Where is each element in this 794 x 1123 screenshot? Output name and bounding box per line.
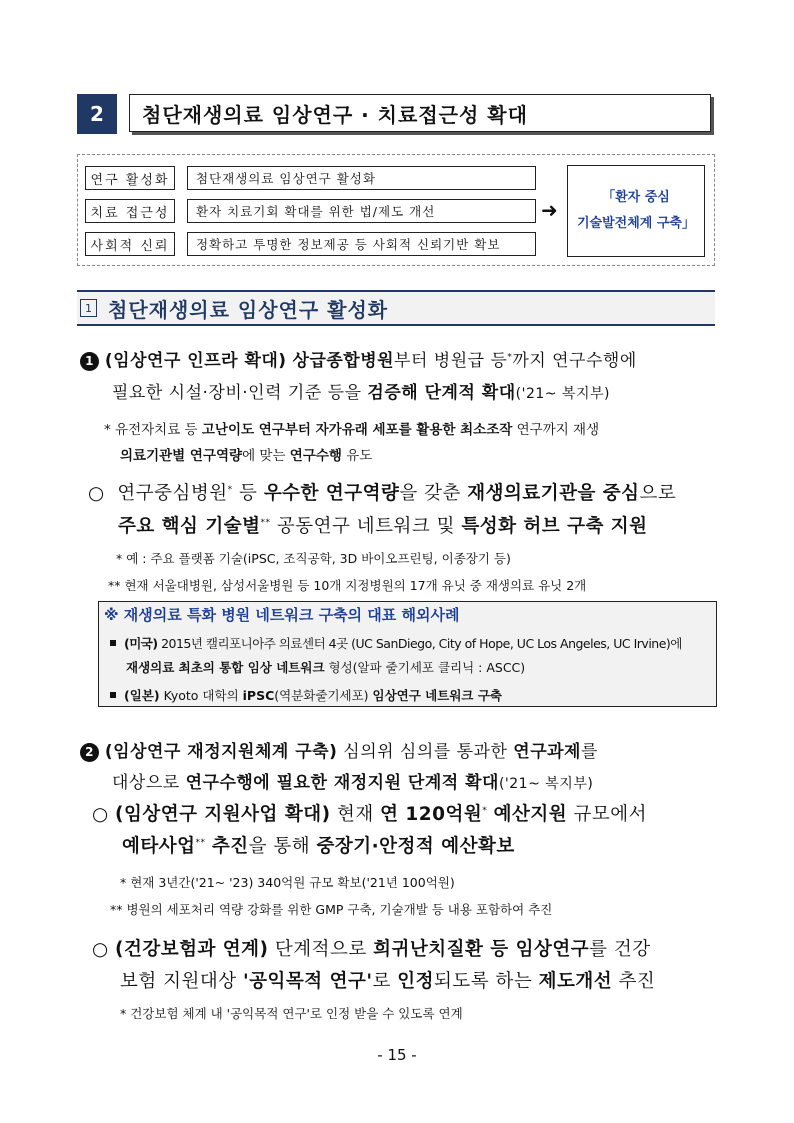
item2-sub2-line2 — [120, 967, 655, 993]
item2-l2a: 대상으로 — [112, 773, 180, 793]
item1-sub-line1 — [88, 479, 676, 505]
item2-sub1-l2c: 을 통해 — [248, 836, 311, 857]
item1-number-icon: 1 — [80, 352, 99, 371]
item2-sub2-l2a: 보험 지원대상 — [120, 971, 237, 992]
item2-l2b: 연구수행에 필요한 재정지원 단계적 확대 — [185, 773, 499, 793]
item1-sub-l1f: 으로 — [639, 483, 677, 504]
item2-sub1-l1e: 규모에서 — [573, 804, 648, 825]
bullet-circle: ○ — [92, 939, 109, 960]
item1-l1c: 까지 연구수행에 — [512, 351, 637, 371]
item1-sub-line2 — [118, 512, 648, 538]
item2-sub1-l1d: 예산지원 — [493, 804, 568, 825]
item2-sub1-l2a: 예타사업 — [122, 836, 196, 857]
item2-sub2-l1c: 희귀난치질환 등 임상연구 — [373, 939, 590, 960]
item2-sub1-tag: (임상연구 지원사업 확대) — [115, 804, 331, 825]
item1-tag: (임상연구 인프라 확대) — [104, 351, 287, 371]
item2-sub2-l2d: 인정 — [397, 971, 435, 992]
item2-sub1-l2sup: ** — [195, 837, 206, 848]
item2-sub2-l2b: '공익목적 연구' — [243, 971, 373, 992]
item2-l1c: 연구과제 — [513, 742, 581, 762]
item1-sub-l1d: 을 갖춘 — [399, 483, 461, 504]
square-bullet-icon — [110, 640, 116, 646]
item1-note-c: 연구까지 재생 — [516, 422, 600, 438]
summary-label-access: 치료 접근성 — [85, 199, 175, 223]
summary-desc-research: 첨단재생의료 임상연구 활성화 — [187, 166, 536, 190]
item1-sub-l1b: 등 — [239, 483, 258, 504]
item2-l2c: ('21~ 복지부) — [498, 776, 594, 792]
item1-sub-l2sup: ** — [260, 517, 271, 528]
item1-sub-l1sup: * — [227, 484, 233, 495]
item1-note2-b: 에 맞는 — [242, 448, 286, 464]
item2-sub1-l2d: 중장기·안정적 예산확보 — [316, 836, 515, 857]
item1-note-b: 고난이도 연구부터 자가유래 세포를 활용한 최소조작 — [201, 422, 513, 438]
item2-l1b: 심의위 심의를 통과한 — [343, 742, 508, 762]
case-bullet2 — [110, 686, 502, 704]
item2-tag: (임상연구 재정지원체계 구축) — [104, 742, 338, 762]
item2-sub1-line2 — [122, 832, 515, 858]
item1-sub-l2b: 공동연구 네트워크 및 — [276, 516, 455, 537]
arrow-right-icon: ➜ — [541, 198, 558, 222]
case-b2-b: iPSC — [242, 688, 275, 703]
page-number: - 15 - — [377, 1046, 417, 1064]
item1-sub-l1a: 연구중심병원 — [117, 483, 228, 504]
item1-sub-l2c: 특성화 허브 구축 지원 — [461, 516, 648, 537]
subsection-title: 첨단재생의료 임상연구 활성화 — [108, 298, 389, 322]
item2-sub1-note1: * 현재 3년간('21~ '23) 340억원 규모 확보('21년 100억원) — [120, 875, 455, 890]
section-number: 2 — [77, 94, 117, 134]
item2-sub1-l1c: 연 120억원 — [380, 804, 483, 825]
item1-note2-c: 연구수행 — [289, 448, 342, 464]
case-title: ※ 재생의료 특화 병원 네트워크 구축의 대표 해외사례 — [104, 606, 460, 624]
item2-sub2-l2e: 되도록 하는 — [434, 971, 533, 992]
case-b1-text: 2015년 캘리포니아주 의료센터 4곳 (UC SanDiego, City of Hope, UC Los Angeles, UC Irvine)에 — [161, 636, 682, 651]
summary-desc-access: 환자 치료기회 확대를 위한 법/제도 개선 — [187, 199, 536, 223]
item2-sub2-l1d: 를 건강 — [589, 939, 651, 960]
item2-sub2-l1b: 단계적으로 — [274, 939, 367, 960]
item1-note2-d: 유도 — [346, 448, 373, 464]
item1-l1b: 부터 병원급 등 — [394, 351, 508, 371]
item1-l2b: 검증해 단계적 확대 — [367, 383, 516, 403]
case-bullet1-line2 — [126, 658, 525, 676]
item1-sub-l1c: 우수한 연구역량 — [263, 483, 400, 504]
item1-note-a: * 유전자치료 등 — [104, 422, 198, 438]
square-bullet-icon — [110, 692, 116, 698]
subsection-number: 1 — [80, 299, 97, 317]
item2-sub2-l2c: 로 — [372, 971, 391, 992]
case-b2-tag: (일본) — [124, 688, 160, 703]
item1-sub-l1e: 재생의료기관을 중심 — [467, 483, 640, 504]
case-b2-d: 임상연구 네트워크 구축 — [372, 688, 502, 703]
item1-note2-a: 의료기관별 연구역량 — [120, 448, 243, 464]
item2-sub2-line1 — [92, 935, 651, 961]
bullet-circle: ○ — [88, 483, 105, 504]
item2-line2 — [112, 768, 593, 793]
case-b2-c: (역분화줄기세포) — [274, 688, 369, 703]
item2-sub2-tag: (건강보험과 연계) — [115, 939, 269, 960]
item1-line1 — [80, 346, 637, 371]
item2-number-icon: 2 — [80, 743, 99, 762]
item2-sub1-l2b: 추진 — [211, 836, 249, 857]
item2-sub2-note1: * 건강보험 체계 내 '공익목적 연구'로 인정 받을 수 있도록 연계 — [120, 1006, 463, 1021]
item2-sub1-l1b: 현재 — [336, 804, 374, 825]
item2-sub2-l2f: 제도개선 — [538, 971, 613, 992]
item1-line2 — [112, 378, 610, 403]
case-b1-l2a: 재생의료 최초의 통합 임상 네트워크 — [126, 660, 325, 675]
summary-label-trust: 사회적 신뢰 — [85, 232, 175, 256]
item1-l1sup: * — [507, 352, 513, 363]
item2-sub1-note2: ** 병원의 세포처리 역량 강화를 위한 GMP 구축, 기술개발 등 내용 포함하여 추진 — [110, 902, 553, 917]
goal-line-2: 기술발전체계 구축」 — [577, 216, 695, 231]
item1-sub-l2a: 주요 핵심 기술별 — [118, 516, 261, 537]
bullet-circle: ○ — [92, 804, 109, 825]
summary-label-research: 연구 활성화 — [85, 166, 175, 190]
case-bullet1 — [110, 634, 682, 652]
item1-l2a: 필요한 시설·장비·인력 기준 등을 — [112, 383, 362, 403]
item1-note-line1 — [104, 418, 599, 438]
item1-note-line2 — [120, 444, 372, 464]
item2-l1d: 를 — [580, 742, 598, 762]
item1-sub-note1: * 예 : 주요 플랫폼 기술(iPSC, 조직공학, 3D 바이오프린팅, 이종장기 등) — [116, 551, 511, 566]
item2-sub2-l2g: 추진 — [618, 971, 656, 992]
item2-sub1-line1 — [92, 800, 647, 826]
goal-line-1: 「환자 중심 — [602, 190, 670, 205]
case-b2-a: Kyoto 대학의 — [163, 688, 239, 703]
summary-desc-trust: 정확하고 투명한 정보제공 등 사회적 신뢰기반 확보 — [187, 232, 536, 256]
section-title: 첨단재생의료 임상연구 · 치료접근성 확대 — [129, 94, 711, 132]
summary-goal — [567, 165, 705, 257]
item1-l2c: ('21~ 복지부) — [515, 386, 610, 402]
item2-sub1-l1sup: * — [482, 805, 488, 816]
case-b1-l2b: 형성(알파 줄기세포 클리닉 : ASCC) — [328, 660, 526, 675]
case-b1-tag: (미국) — [124, 636, 158, 651]
item1-hospital: 상급종합병원 — [292, 351, 395, 371]
item1-sub-note2: ** 현재 서울대병원, 삼성서울병원 등 10개 지정병원의 17개 유닛 중 재생의료 유닛 2개 — [108, 578, 587, 593]
item2-line1 — [80, 737, 598, 762]
